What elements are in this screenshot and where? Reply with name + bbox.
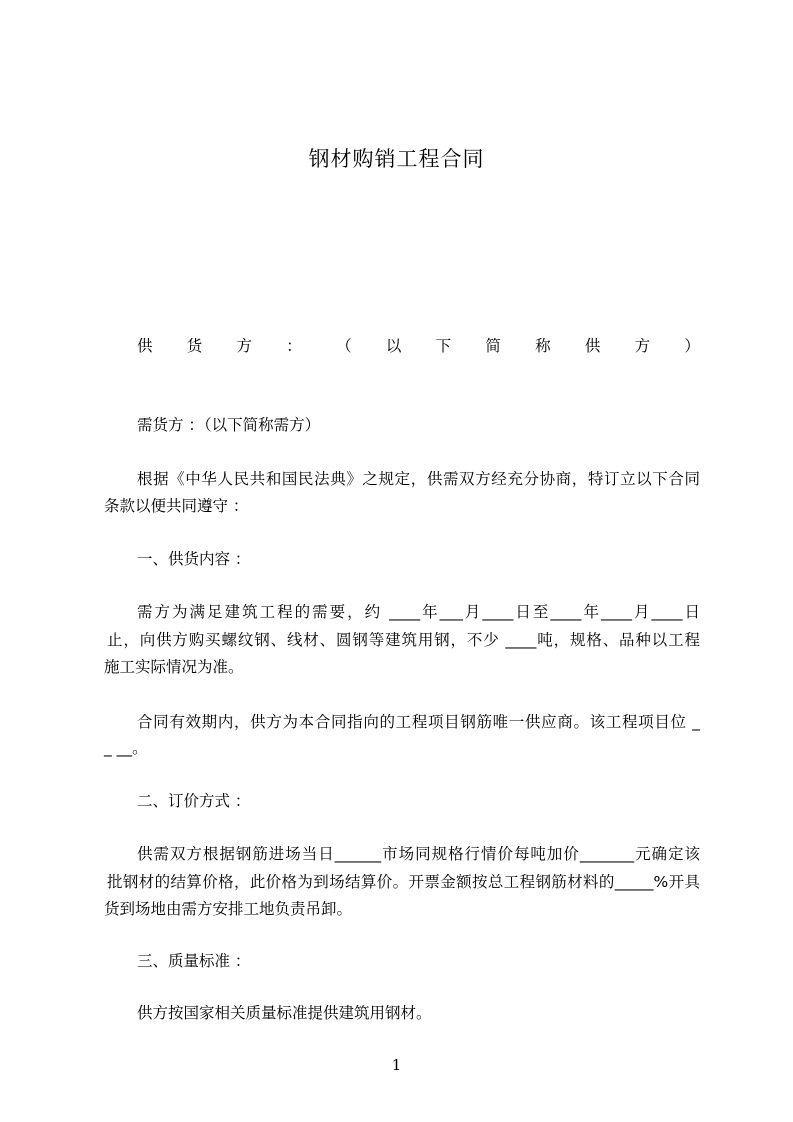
buyer-line: 需货方 ：（以下简称需方）	[137, 416, 321, 434]
intro-line: 根据《中华人民共和国民法典》之规定，供需双方经充分协商，特订立以下合同	[137, 470, 700, 488]
paragraph-line: 止，向供方购买螺纹钢、线材、圆钢等建筑用钢，不少 ____吨，规格、品种以工程	[107, 631, 700, 649]
paragraph-line: 供方按国家相关质量标准提供建筑用钢材。	[137, 1004, 432, 1022]
supplier-char: 方	[236, 337, 253, 355]
intro-line: 条款以便共同遵守 ：	[104, 497, 249, 515]
supplier-char: ）	[684, 337, 700, 355]
section-heading: 二、订价方式 ：	[137, 792, 251, 810]
supplier-char: 供	[584, 337, 601, 355]
supplier-char: 下	[435, 337, 452, 355]
paragraph-line: 供需双方根据钢筋进场当日______市场同规格行情价每吨加价_______元确定该	[137, 845, 700, 863]
paragraph-line: 施工实际情况为准。	[104, 658, 244, 676]
supplier-char: 称	[535, 337, 551, 355]
page-number: 1	[391, 1056, 402, 1074]
paragraph-line: _ __。	[104, 739, 148, 757]
supplier-char: （	[336, 337, 352, 355]
supplier-char: 供	[137, 337, 153, 355]
supplier-char: 简	[485, 337, 501, 355]
section-heading: 一、供货内容 ：	[137, 550, 251, 568]
paragraph-line: 批钢材的结算价格，此价格为到场结算价。开票金额按总工程钢筋材料的_____%开具	[107, 873, 700, 891]
supplier-char: 以	[385, 337, 402, 355]
paragraph-line: 需方为满足建筑工程的需要，约 ____年___月____日至____年____月____日	[137, 603, 700, 621]
supplier-char: 货	[186, 337, 203, 355]
supplier-char: ：	[286, 337, 302, 355]
page-title: 钢材购销工程合同	[308, 147, 485, 171]
supplier-char: 方	[634, 337, 651, 355]
paragraph-line: 合同有效期内，供方为本合同指向的工程项目钢筋唯一供应商。该工程项目位 _	[137, 713, 700, 731]
section-heading: 三、质量标准 ：	[137, 952, 251, 970]
supplier-line	[137, 335, 700, 357]
paragraph-line: 货到场地由需方安排工地负责吊卸。	[104, 900, 353, 918]
